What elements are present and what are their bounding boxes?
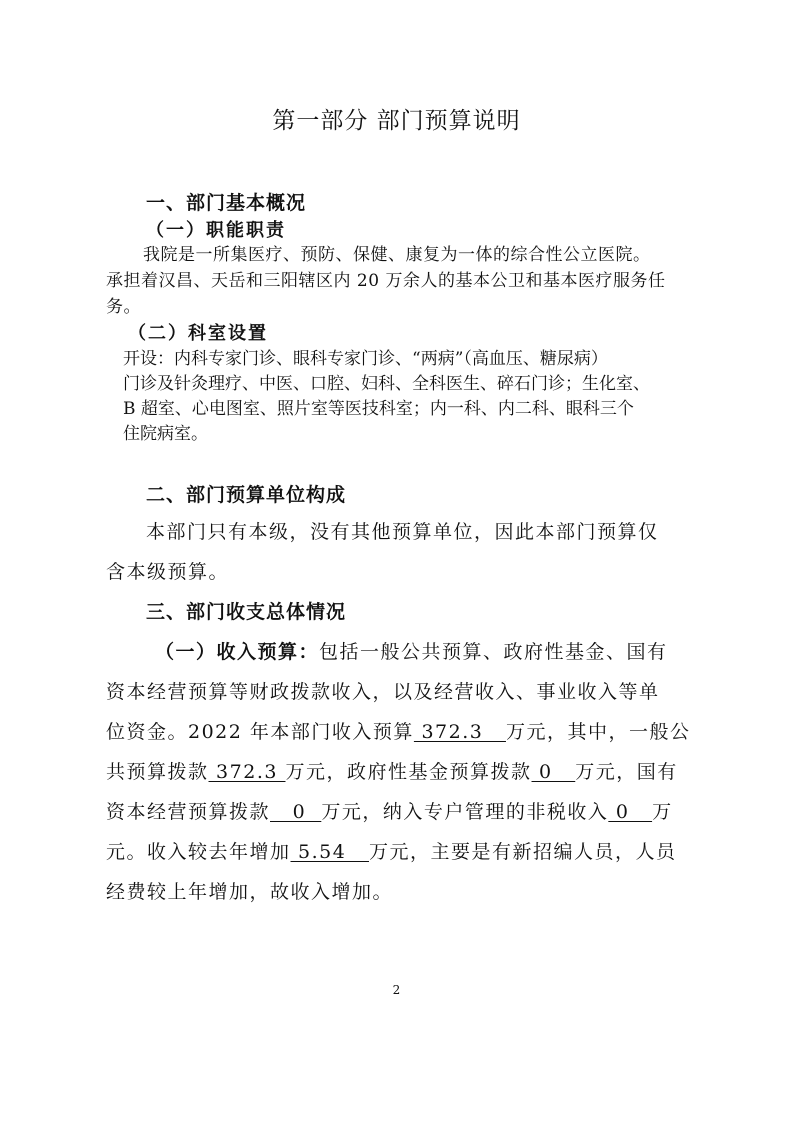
income-line-2: 资本经营预算等财政拨款收入，以及经营收入、事业收入等单 — [106, 681, 660, 703]
income-line-3: 位资金。2022 年本部门收入预算 372.3 万元，其中，一般公 — [106, 721, 691, 743]
departments-line-3: B 超室、心电图室、照片室等医技科室；内一科、内二科、眼科三个 — [123, 399, 634, 419]
income-line-1: （一）收入预算：包括一般公共预算、政府性基金、国有 — [155, 641, 668, 663]
income-label: （一）收入预算： — [155, 641, 320, 663]
soe-budget-value: 0 — [270, 801, 322, 823]
duties-line-1: 我院是一所集医疗、预防、保健、康复为一体的综合性公立医院。 — [143, 245, 651, 265]
income-line-4: 共预算拨款 372.3 万元，政府性基金预算拨款 0 万元，国有 — [106, 761, 678, 783]
departments-line-2: 门诊及针灸理疗、中医、口腔、妇科、全科医生、碎石门诊；生化室、 — [123, 374, 650, 394]
duties-heading: （一）职能职责 — [146, 220, 286, 241]
income-increase-value: 5.54 — [290, 841, 369, 863]
section2-line-2: 含本级预算。 — [106, 561, 230, 583]
section2-line-1: 本部门只有本级，没有其他预算单位，因此本部门预算仅 — [146, 521, 659, 543]
income-line-7: 经费较上年增加，故收入增加。 — [106, 881, 394, 903]
section3-heading: 三、部门收支总体情况 — [146, 601, 347, 623]
income-line-6: 元。收入较去年增加 5.54 万元，主要是有新招编人员，人员 — [106, 841, 677, 863]
general-budget-value: 372.3 — [208, 761, 286, 783]
gov-fund-value: 0 — [531, 761, 576, 783]
duties-line-2: 承担着汉昌、天岳和三阳辖区内 20 万余人的基本公卫和基本医疗服务任 — [106, 271, 666, 291]
duties-line-3: 务。 — [106, 297, 141, 317]
departments-line-4: 住院病室。 — [123, 424, 208, 444]
nontax-income-value: 0 — [608, 801, 653, 823]
page-title: 第一部分 部门预算说明 — [272, 108, 521, 134]
income-total-value: 372.3 — [413, 721, 506, 743]
departments-line-1: 开设：内科专家门诊、眼科专家门诊、“两病”（高血压、糖尿病） — [123, 349, 608, 369]
income-line-5: 资本经营预算拨款 0 万元，纳入专户管理的非税收入 0 万 — [106, 801, 673, 823]
section1-heading: 一、部门基本概况 — [146, 192, 307, 214]
departments-heading: （二）科室设置 — [128, 323, 268, 344]
page-number: 2 — [392, 983, 401, 997]
section2-heading: 二、部门预算单位构成 — [146, 484, 347, 506]
